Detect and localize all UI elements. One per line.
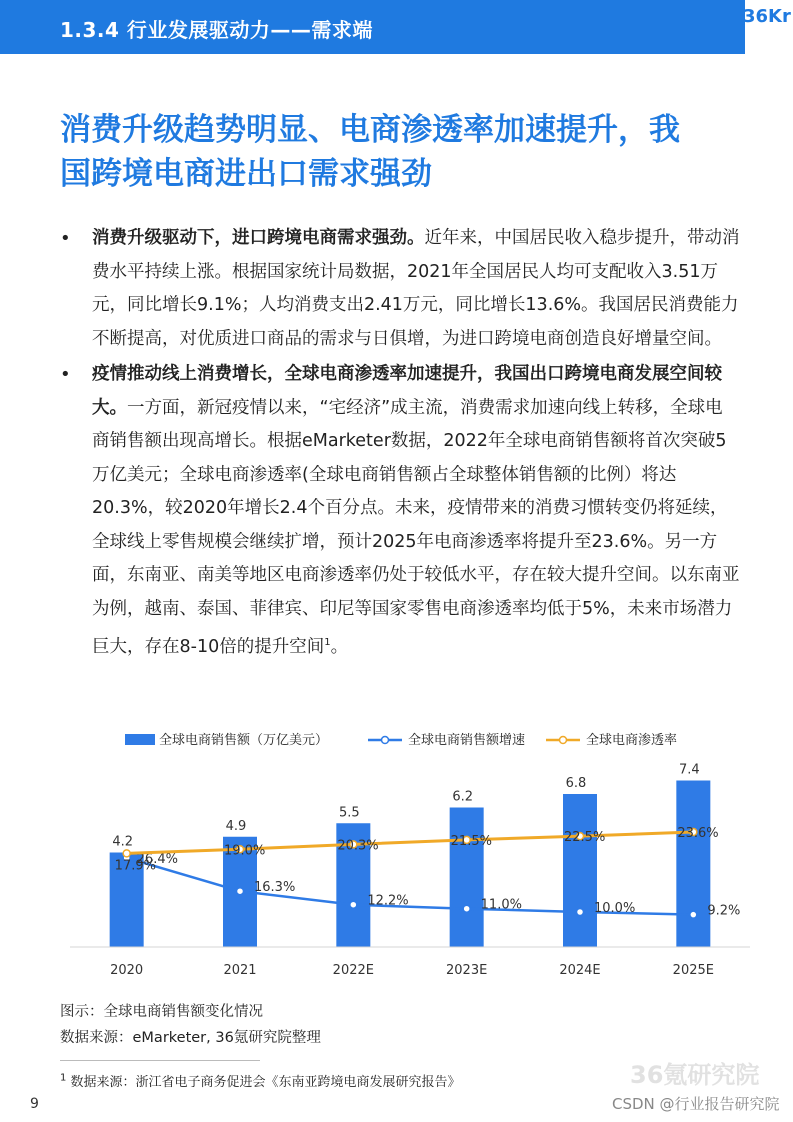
x-tick-label: 2022E [332, 963, 374, 978]
bar-value-label: 4.2 [112, 834, 134, 850]
x-tick-label: 2024E [559, 963, 601, 978]
legend-label-penetration: 全球电商渗透率 [586, 733, 678, 748]
penetration-point [123, 850, 130, 857]
penetration-value-label: 17.9% [114, 858, 156, 874]
bullet-dot-icon: • [60, 228, 71, 249]
footnote-text: 数据来源：浙江省电子商务促进会《东南亚跨境电商发展研究报告》 [70, 1075, 461, 1090]
bar-sales [450, 808, 484, 948]
bullet-item [60, 222, 740, 356]
bar-value-label: 6.2 [452, 789, 474, 805]
penetration-value-label: 22.5% [564, 830, 606, 846]
header-band [0, 0, 745, 54]
bar-value-label: 5.5 [338, 805, 360, 821]
penetration-value-label: 21.5% [450, 833, 492, 849]
growth-point [350, 901, 357, 908]
ecommerce-chart [60, 720, 760, 990]
growth-point [463, 905, 470, 912]
growth-point [577, 909, 584, 916]
csdn-watermark: CSDN @行业报告研究院 [612, 1095, 780, 1113]
x-tick-label: 2021 [223, 963, 257, 978]
growth-point [690, 911, 697, 918]
growth-value-label: 10.0% [594, 901, 636, 916]
footnote-divider [60, 1060, 260, 1061]
bar-value-label: 4.9 [225, 818, 247, 834]
growth-value-label: 16.3% [254, 880, 296, 896]
growth-point [237, 888, 244, 895]
growth-value-label: 11.0% [480, 897, 522, 913]
chart-svg [60, 720, 760, 990]
bar-value-label: 6.8 [565, 776, 587, 791]
penetration-line [127, 832, 694, 853]
legend-label-sales: 全球电商销售额（万亿美元） [159, 733, 329, 748]
penetration-value-label: 20.3% [337, 838, 379, 854]
legend-label-growth: 全球电商销售额增速 [408, 733, 526, 748]
bullet-tail: 。 [330, 636, 349, 657]
page-heading [60, 108, 750, 196]
bullet-dot-icon: • [60, 364, 71, 385]
penetration-value-label: 19.0% [224, 843, 266, 859]
figure-caption: 图示：全球电商销售额变化情况 [60, 1004, 263, 1020]
page-heading-line2: 国跨境电商进出口需求强劲 [60, 156, 432, 192]
growth-value-label: 9.2% [707, 903, 741, 919]
penetration-value-label: 23.6% [677, 826, 719, 841]
bullet-text: 一方面，新冠疫情以来，“宅经济”成主流，消费需求加速向线上转移，全球电商销售额出现高增长。根据eMarketer数据，2022年全球电商销售额将首次突破5万亿美元；全球电商渗透率(全球电商销售额占全球整体销售额的比例）将达20.3%，较2020年增长2.4个百分点。未来，疫情带来的消费习惯转变仍将延续，全球线上零售规模会继续扩增，预计2025年电商渗透率将提升至23.6%。另一方面，东南亚、南美等地区电商渗透率仍处于较低水平，存在较大提升空间。以东南亚为例，越南、泰国、菲律宾、印尼等国家零售电商渗透率均低于5%，未来市场潜力巨大，存在8-10倍的提升空间 [92, 397, 740, 657]
page-number: 9 [30, 1096, 39, 1112]
bar-value-label: 7.4 [678, 762, 700, 778]
footnote [60, 1071, 461, 1090]
source-caption: 数据来源：eMarketer, 36氪研究院整理 [60, 1030, 321, 1046]
bullet-list [60, 222, 740, 664]
36kr-logo [741, 0, 793, 54]
footnote-ref: 1 [324, 637, 331, 648]
footnote-marker: 1 [60, 1072, 67, 1084]
brand-watermark: 36氪研究院 [630, 1061, 760, 1089]
section-title: 1.3.4 行业发展驱动力——需求端 [60, 18, 373, 42]
bullet-lead: 疫情推动线上消费增长，全球电商渗透率加速提升，我国出口跨境电商发展空间较大。 [92, 364, 722, 418]
page-heading-line1: 消费升级趋势明显、电商渗透率加速提升，我 [60, 112, 680, 148]
bar-sales [676, 781, 710, 948]
bullet-text: 近年来，中国居民收入稳步提升，带动消费水平持续上涨。根据国家统计局数据，2021年全国居民人均可支配收入3.51万元，同比增长9.1%；人均消费支出2.41万元，同比增长13.6%。我国居民消费能力不断提高，对优质进口商品的需求与日俱增，为进口跨境电商创造良好增量空间。 [92, 228, 740, 349]
legend-marker-penetration [560, 737, 567, 744]
bullet-lead: 消费升级驱动下，进口跨境电商需求强劲。 [92, 228, 425, 248]
legend-marker-growth [382, 737, 389, 744]
svg-text:36Kr: 36Kr [743, 6, 791, 27]
x-tick-label: 2025E [672, 963, 714, 978]
bar-sales [563, 794, 597, 947]
legend-swatch-sales [125, 734, 155, 745]
growth-value-label: 12.2% [367, 893, 409, 909]
x-tick-label: 2020 [110, 963, 144, 978]
x-tick-label: 2023E [446, 963, 488, 978]
growth-value-label: 26.4% [136, 851, 178, 867]
bullet-item [60, 358, 740, 664]
